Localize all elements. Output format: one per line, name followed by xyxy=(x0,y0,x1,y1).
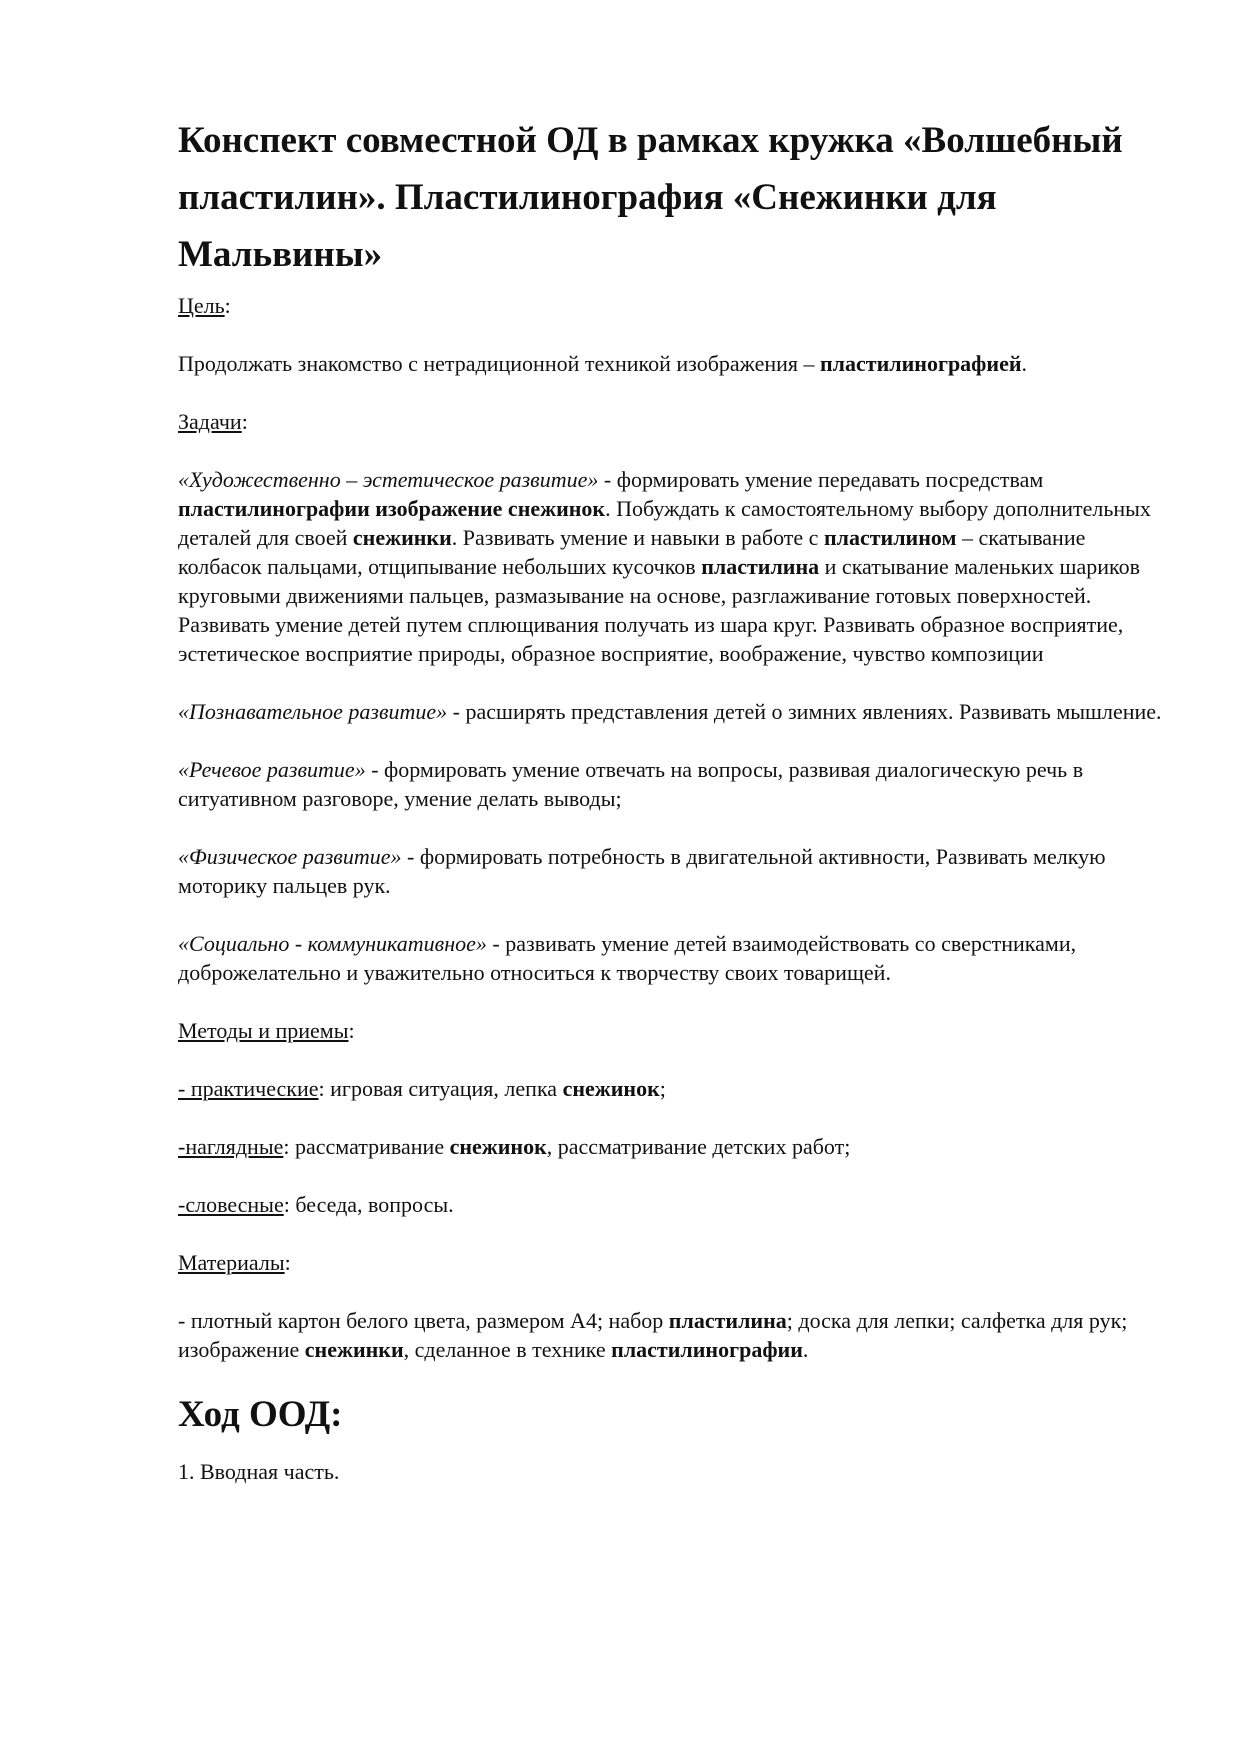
text-run: , рассматривание детских работ; xyxy=(546,1134,851,1159)
text-run: снежинки xyxy=(352,525,452,550)
task-paragraph xyxy=(178,755,1168,813)
text-run: ; xyxy=(659,1076,666,1101)
text-run: пластилином xyxy=(823,525,957,550)
materials-heading-label: Материалы xyxy=(178,1250,285,1275)
task-paragraph xyxy=(178,697,1168,726)
text-run: : беседа, вопросы. xyxy=(283,1192,454,1217)
text-run: снежинки xyxy=(304,1337,404,1362)
text-run: : игровая ситуация, лепка xyxy=(318,1076,563,1101)
goal-heading: Цель: xyxy=(178,293,231,318)
method-item xyxy=(178,1132,1168,1161)
text-run: . Побуждать к самостоятельному выбору дополнительных деталей для своей xyxy=(178,496,1151,550)
task-paragraph xyxy=(178,842,1168,900)
text-run: - расширять представления детей о зимних явлениях. Развивать мышление. xyxy=(447,699,1162,724)
text-run: «Познавательное развитие» xyxy=(178,699,448,724)
document-title: Конспект совместной ОД в рамках кружка «Волшебный пластилин». Пластилинография «Снежинки для Мальвины» xyxy=(178,120,1123,275)
task-paragraph xyxy=(178,465,1168,668)
text-run: - формировать потребность в двигательной активности, Развивать мелкую моторику пальцев рук. xyxy=(178,844,1106,898)
text-run: ; доска для лепки; салфетка для рук; изображение xyxy=(178,1308,1128,1362)
methods-heading: Методы и приемы: xyxy=(178,1018,355,1043)
goal-heading-label: Цель xyxy=(178,293,225,318)
text-run: - плотный картон белого цвета, размером А4; набор xyxy=(178,1308,669,1333)
methods-heading-label: Методы и приемы xyxy=(178,1018,349,1043)
tasks-heading: Задачи: xyxy=(178,409,248,434)
text-run: - развивать умение детей взаимодействовать со сверстниками, доброжелательно и уважительно относиться к творчеству своих товарищей. xyxy=(178,931,1077,985)
text-run: : рассматривание xyxy=(283,1134,450,1159)
text-run: пластилинографией xyxy=(820,351,1022,376)
text-run: – скатывание колбасок пальцами, отщипывание небольших кусочков xyxy=(178,525,1086,579)
materials-text xyxy=(178,1306,1168,1364)
text-run: -наглядные xyxy=(178,1134,284,1159)
text-run: пластилина xyxy=(668,1308,787,1333)
text-run: Продолжать знакомство с нетрадиционной техникой изображения – xyxy=(178,351,820,376)
text-run: , сделанное в технике xyxy=(403,1337,612,1362)
text-run: «Речевое развитие» xyxy=(178,757,366,782)
text-run: . xyxy=(802,1337,809,1362)
text-run: «Физическое развитие» xyxy=(178,844,402,869)
task-paragraph xyxy=(178,929,1168,987)
text-run: снежинок xyxy=(562,1076,660,1101)
text-run: пластилинографии xyxy=(611,1337,803,1362)
goal-text xyxy=(178,349,1168,378)
text-run: - формировать умение отвечать на вопросы, развивая диалогическую речь в ситуативном разговоре, умение делать выводы; xyxy=(178,757,1084,811)
text-run: и скатывание маленьких шариков круговыми движениями пальцев, размазывание на основе, разглаживание готовых поверхностей. Развивать умение детей путем сплющивания получать из шара круг. Развивать образное восприятие, эстетическое восприятие природы, образное восприятие, воображение, чувство композиции xyxy=(178,554,1140,666)
text-run: «Социально - коммуникативное» xyxy=(178,931,487,956)
method-item xyxy=(178,1190,1168,1219)
text-run: снежинок xyxy=(449,1134,547,1159)
text-run: . Развивать умение и навыки в работе с xyxy=(451,525,824,550)
method-item xyxy=(178,1074,1168,1103)
text-run: пластилинографии изображение снежинок xyxy=(178,496,606,521)
document-page xyxy=(178,112,1168,1515)
materials-heading: Материалы: xyxy=(178,1250,291,1275)
course-heading: Ход ООД: xyxy=(178,1394,343,1435)
course-intro: 1. Вводная часть. xyxy=(178,1459,340,1484)
text-run: -словесные xyxy=(178,1192,284,1217)
tasks-heading-label: Задачи xyxy=(178,409,242,434)
text-run: - практические xyxy=(178,1076,319,1101)
text-run: пластилина xyxy=(701,554,820,579)
text-run: - формировать умение передавать посредствам xyxy=(598,467,1044,492)
text-run: «Художественно – эстетическое развитие» xyxy=(178,467,599,492)
text-run: . xyxy=(1021,351,1028,376)
